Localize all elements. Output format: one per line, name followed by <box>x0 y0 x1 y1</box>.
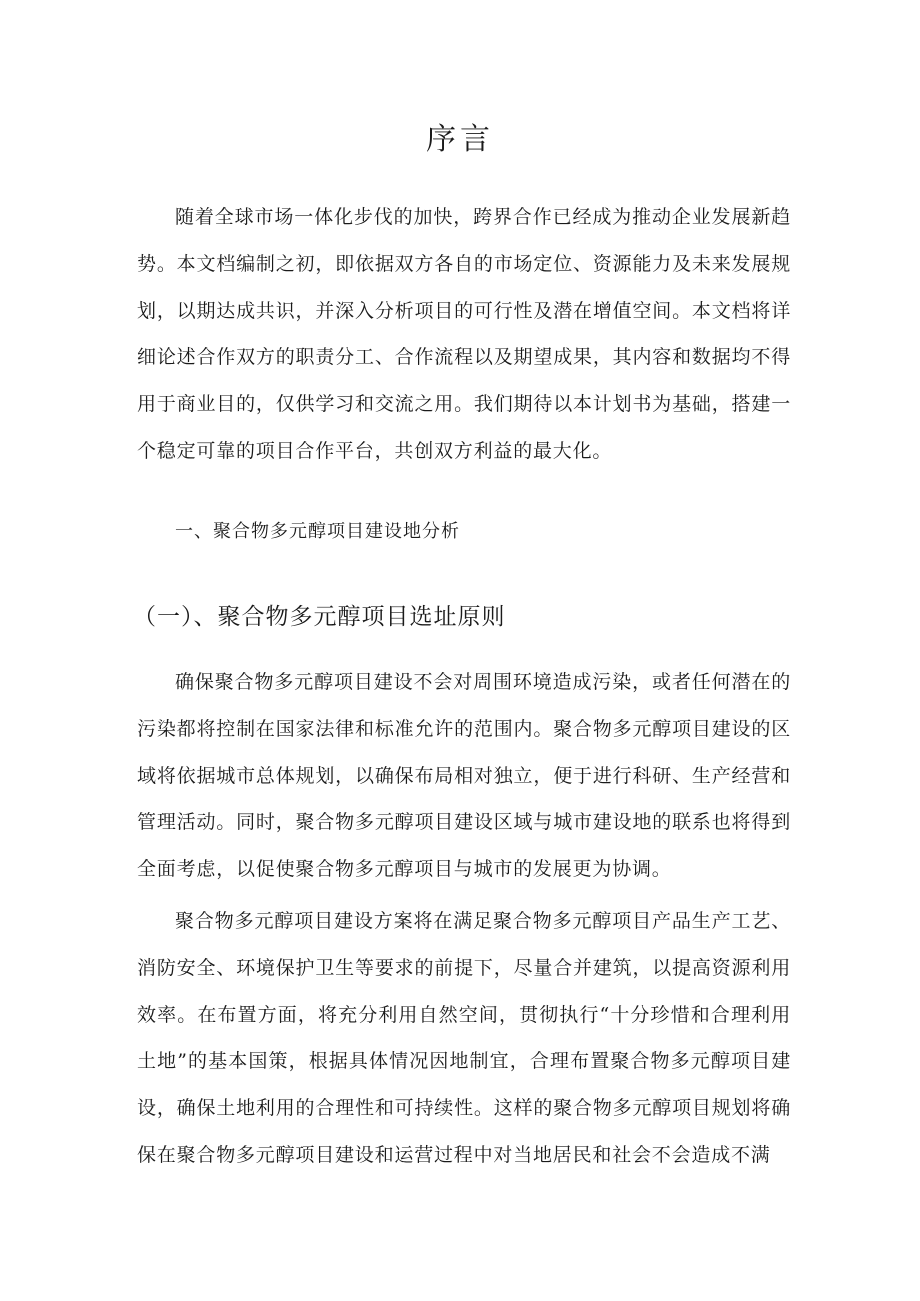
subsection-heading: （一）、聚合物多元醇项目选址原则 <box>133 604 506 630</box>
body-paragraph-2: 聚合物多元醇项目建设方案将在满足聚合物多元醇项目产品生产工艺、消防安全、环境保护卫生等要求的前提下，尽量合并建筑，以提高资源利用效率。在布置方面，将充分利用自然空间，贯彻执行“十分珍惜和合理利用土地”的基本国策，根据具体情况因地制宜，合理布置聚合物多元醇项目建设，确保土地利用的合理性和可持续性。这样的聚合物多元醇项目规划将确保在聚合物多元醇项目建设和运营过程中对当地居民和社会不会造成不满 <box>137 910 791 1166</box>
preface-paragraph: 随着全球市场一体化步伐的加快，跨界合作已经成为推动企业发展新趋势。本文档编制之初，即依据双方各自的市场定位、资源能力及未来发展规划，以期达成共识，并深入分析项目的可行性及潜在增值空间。本文档将详细论述合作双方的职责分工、合作流程以及期望成果，其内容和数据均不得用于商业目的，仅供学习和交流之用。我们期待以本计划书为基础，搭建一个稳定可靠的项目合作平台，共创双方利益的最大化。 <box>137 206 791 462</box>
page-title: 序言 <box>426 122 494 157</box>
section-heading: 一、聚合物多元醇项目建设地分析 <box>175 521 460 542</box>
body-paragraph-1: 确保聚合物多元醇项目建设不会对周围环境造成污染，或者任何潜在的污染都将控制在国家法律和标准允许的范围内。聚合物多元醇项目建设的区域将依据城市总体规划，以确保布局相对独立，便于进行科研、生产经营和管理活动。同时，聚合物多元醇项目建设区域与城市建设地的联系也将得到全面考虑，以促使聚合物多元醇项目与城市的发展更为协调。 <box>137 671 791 881</box>
